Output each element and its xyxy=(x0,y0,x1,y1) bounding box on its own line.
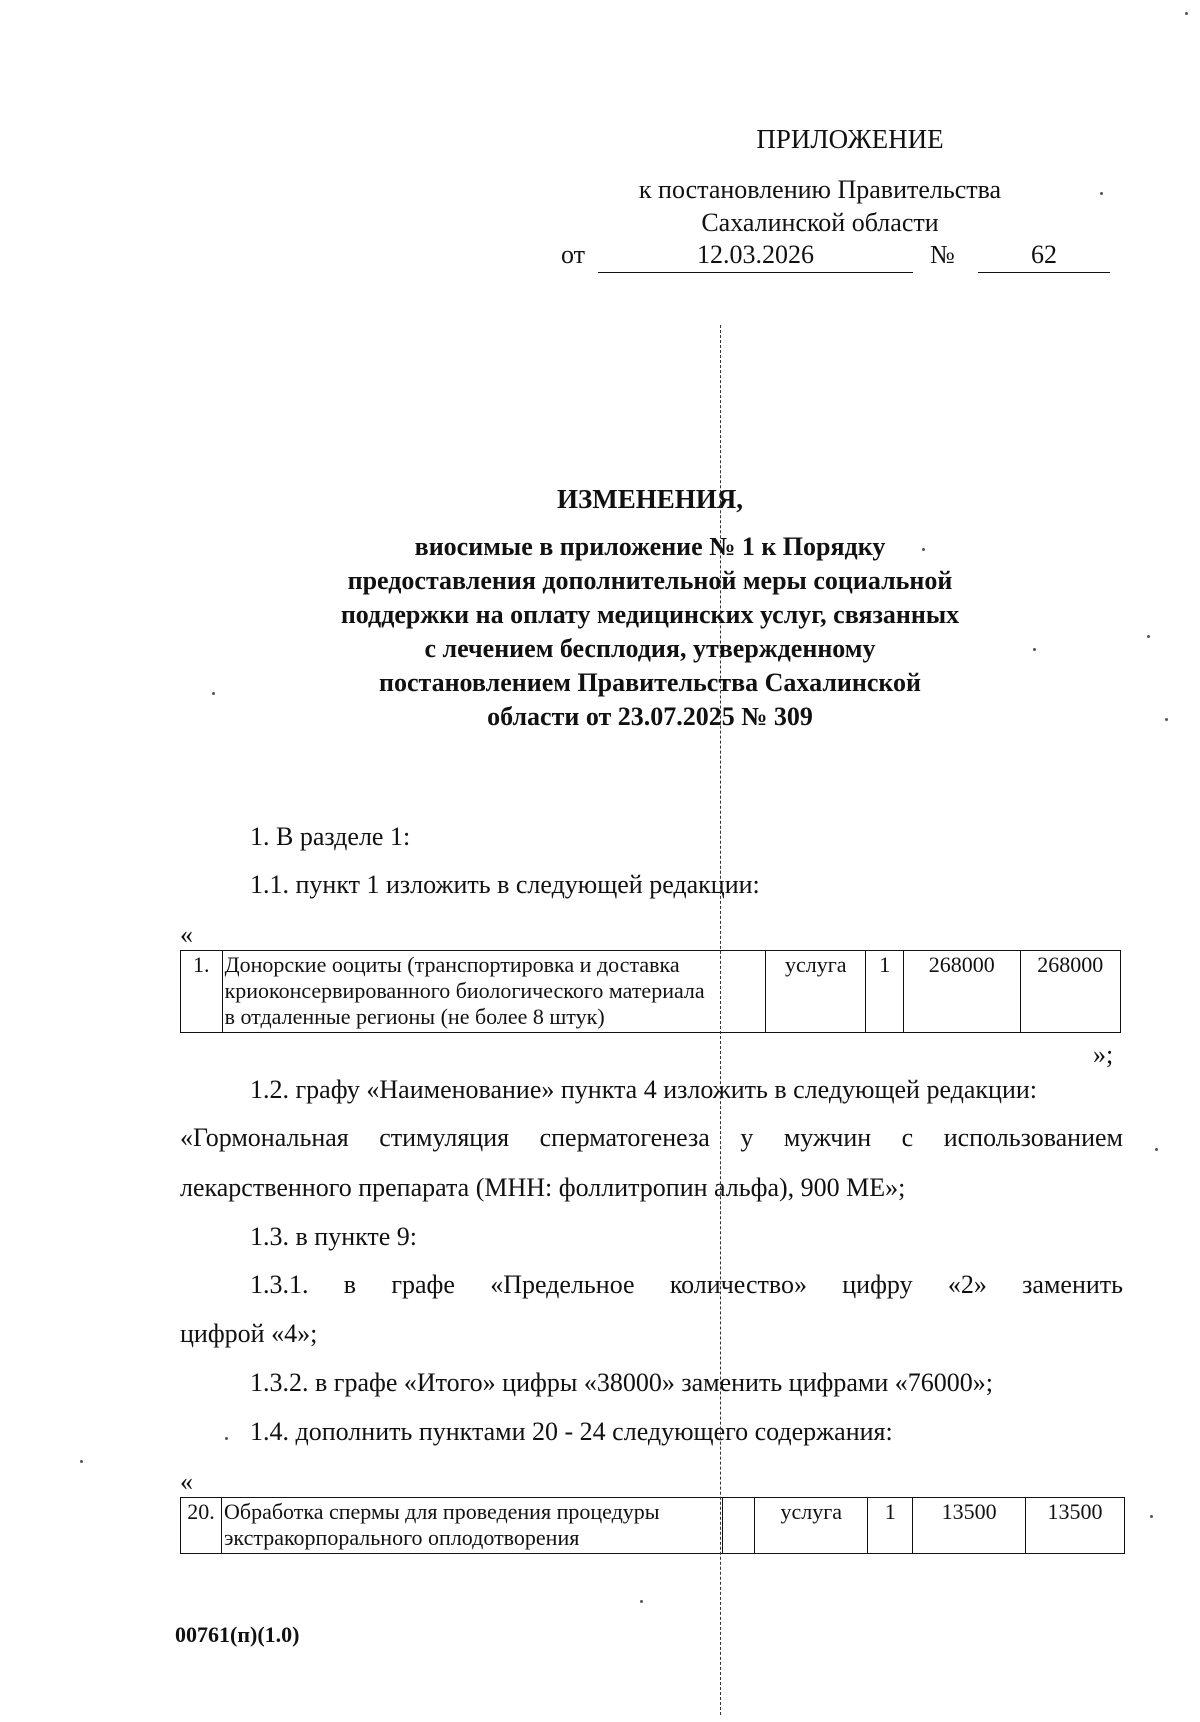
paragraph-1: 1. В разделе 1: xyxy=(250,822,411,851)
paragraph-1-3: 1.3. в пункте 9: xyxy=(250,1222,418,1251)
subtitle-line: виосимые в приложение № 1 к Порядку xyxy=(414,532,886,561)
paragraph-1-3-1-line2: цифрой «4»; xyxy=(180,1319,318,1348)
scan-speck xyxy=(1033,648,1036,651)
service-name-line: Обработка спермы для проведения процедуры xyxy=(223,1499,660,1524)
row-number: 1. xyxy=(181,951,223,1033)
unit-cell: услуга xyxy=(766,951,866,1033)
appendix-subtitle-line2: Сахалинской области xyxy=(701,208,939,237)
service-name xyxy=(222,951,766,1033)
quote-close-1: »; xyxy=(1093,1040,1114,1069)
appendix-subtitle-line1: к постановлению Правительства xyxy=(638,175,1002,204)
date-label: от xyxy=(561,240,586,269)
appendix-title: ПРИЛОЖЕНИЕ xyxy=(756,124,944,154)
subtitle-line: постановлением Правительства Сахалинской xyxy=(378,668,922,697)
scan-speck xyxy=(640,1600,643,1603)
service-name-line: экстракорпорального оплодотворения xyxy=(223,1525,580,1550)
table-row xyxy=(181,951,1121,1033)
subtitle-line: поддержки на оплату медицинских услуг, связанных xyxy=(340,600,960,629)
service-name-line: криоконсервированного биологического материала xyxy=(224,978,705,1003)
paragraph-1-3-1-line1: 1.3.1. в графе «Предельное количество» цифру «2» заменить xyxy=(250,1270,1123,1299)
scan-speck xyxy=(1185,12,1188,15)
scan-speck xyxy=(212,692,215,695)
number-value: 62 xyxy=(978,240,1110,273)
subtitle-line: области от 23.07.2025 № 309 xyxy=(487,702,813,731)
row-number: 20. xyxy=(181,1498,222,1554)
paragraph-1-2-line1: 1.2. графу «Наименование» пункта 4 изложить в следующей редакции: xyxy=(250,1075,1038,1104)
scan-speck xyxy=(1155,1148,1158,1151)
amendment-table-2 xyxy=(180,1497,1125,1554)
price-cell: 268000 xyxy=(903,951,1020,1033)
quantity-cell: 1 xyxy=(866,951,904,1033)
empty-cell xyxy=(723,1498,755,1554)
scan-speck xyxy=(1147,635,1150,638)
document-title: ИЗМЕНЕНИЯ, xyxy=(556,484,743,514)
total-cell: 13500 xyxy=(1026,1498,1125,1554)
scan-speck xyxy=(1165,718,1168,721)
subtitle-line: с лечением бесплодия, утвержденному xyxy=(424,634,876,663)
scan-speck xyxy=(225,1437,228,1440)
quantity-cell: 1 xyxy=(868,1498,913,1554)
date-value: 12.03.2026 xyxy=(598,240,913,273)
price-cell: 13500 xyxy=(913,1498,1026,1554)
amendment-table-1 xyxy=(180,950,1121,1033)
scan-speck xyxy=(80,1460,83,1463)
service-name-line: Донорские ооциты (транспортировка и доставка xyxy=(224,952,680,977)
form-code: 00761(п)(1.0) xyxy=(175,1622,300,1647)
quote-open-2: « xyxy=(180,1467,193,1496)
total-cell: 268000 xyxy=(1020,951,1120,1033)
number-label: № xyxy=(930,240,955,269)
paragraph-1-1: 1.1. пункт 1 изложить в следующей редакции: xyxy=(250,870,760,899)
quote-open-1: « xyxy=(180,920,193,949)
unit-cell: услуга xyxy=(755,1498,868,1554)
document-subtitle xyxy=(300,530,1000,734)
subtitle-line: предоставления дополнительной меры социальной xyxy=(347,566,953,595)
table-row xyxy=(181,1498,1125,1554)
paragraph-1-2-line2: «Гормональная стимуляция сперматогенеза у мужчин с использованием xyxy=(180,1123,1123,1152)
paragraph-1-4: 1.4. дополнить пунктами 20 - 24 следующего содержания: xyxy=(250,1417,893,1446)
paragraph-1-2-line3: лекарственного препарата (МНН: фоллитропин альфа), 900 МЕ»; xyxy=(180,1173,906,1202)
service-name-line: в отдаленные регионы (не более 8 штук) xyxy=(224,1004,605,1029)
scan-speck xyxy=(922,548,925,551)
scan-speck xyxy=(1100,192,1103,195)
service-name xyxy=(221,1498,722,1554)
scan-fold-line xyxy=(720,325,721,1715)
paragraph-1-3-2: 1.3.2. в графе «Итого» цифры «38000» заменить цифрами «76000»; xyxy=(250,1368,993,1397)
scan-speck xyxy=(1150,1515,1153,1518)
